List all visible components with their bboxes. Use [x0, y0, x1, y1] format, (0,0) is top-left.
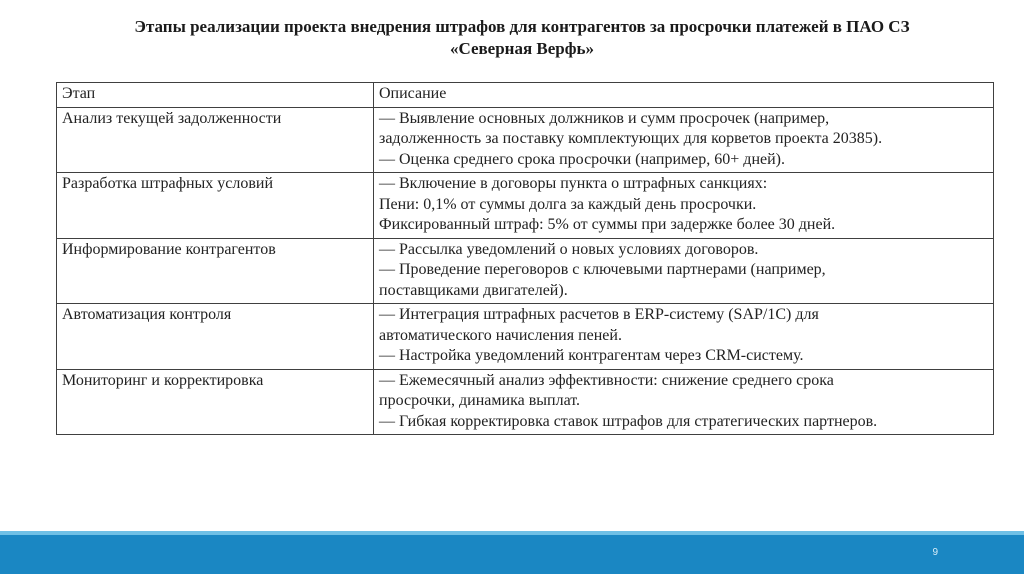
description-line: — Гибкая корректировка ставок штрафов для стратегических партнеров.: [379, 412, 878, 430]
description-line: Фиксированный штраф: 5% от суммы при задержке более 30 дней.: [379, 216, 836, 233]
footer-bar: [0, 531, 1024, 574]
description-cell: [374, 369, 994, 435]
stage-cell: Мониторинг и корректировка: [57, 369, 374, 435]
table-header-row: [57, 83, 994, 108]
description-cell: [374, 107, 994, 173]
stages-table: [56, 82, 994, 435]
stage-cell: Анализ текущей задолженности: [57, 107, 374, 173]
description-line: — Проведение переговоров с ключевыми партнерами (например,: [379, 261, 826, 278]
header-description: Описание: [374, 83, 994, 108]
description-line: поставщиками двигателей).: [379, 281, 568, 299]
description-line: — Выявление основных должников и сумм просрочек (например,: [379, 109, 830, 127]
description-line: — Включение в договоры пункта о штрафных санкциях:: [379, 175, 768, 192]
description-line: Пени: 0,1% от суммы долга за каждый день просрочки.: [379, 195, 757, 213]
description-line: просрочки, динамика выплат.: [379, 392, 581, 409]
description-line: задолженность за поставку комплектующих для корветов проекта 20385).: [379, 130, 883, 147]
header-stage: Этап: [57, 83, 374, 108]
table-row: [57, 369, 994, 435]
description-line: — Интеграция штрафных расчетов в ERP-систему (SAP/1С) для: [379, 306, 819, 323]
table-row: [57, 107, 994, 173]
description-line: автоматического начисления пеней.: [379, 326, 622, 344]
title-line-1: Этапы реализации проекта внедрения штрафов для контрагентов за просрочки платежей в ПАО СЗ: [134, 17, 910, 36]
description-line: — Оценка среднего срока просрочки (например, 60+ дней).: [379, 150, 785, 168]
description-cell: [374, 304, 994, 370]
page-title: [60, 16, 984, 60]
title-line-2: «Северная Верфь»: [449, 39, 595, 58]
description-cell: [374, 238, 994, 304]
page-number: 9: [932, 547, 938, 558]
stage-cell: Автоматизация контроля: [57, 304, 374, 370]
description-line: — Настройка уведомлений контрагентам через CRM-систему.: [379, 347, 804, 364]
description-line: — Рассылка уведомлений о новых условиях договоров.: [379, 240, 759, 258]
table-row: [57, 238, 994, 304]
description-line: — Ежемесячный анализ эффективности: снижение среднего срока: [379, 371, 834, 389]
stage-cell: Информирование контрагентов: [57, 238, 374, 304]
table-row: [57, 173, 994, 239]
stage-cell: Разработка штрафных условий: [57, 173, 374, 239]
description-cell: [374, 173, 994, 239]
table-row: [57, 304, 994, 370]
